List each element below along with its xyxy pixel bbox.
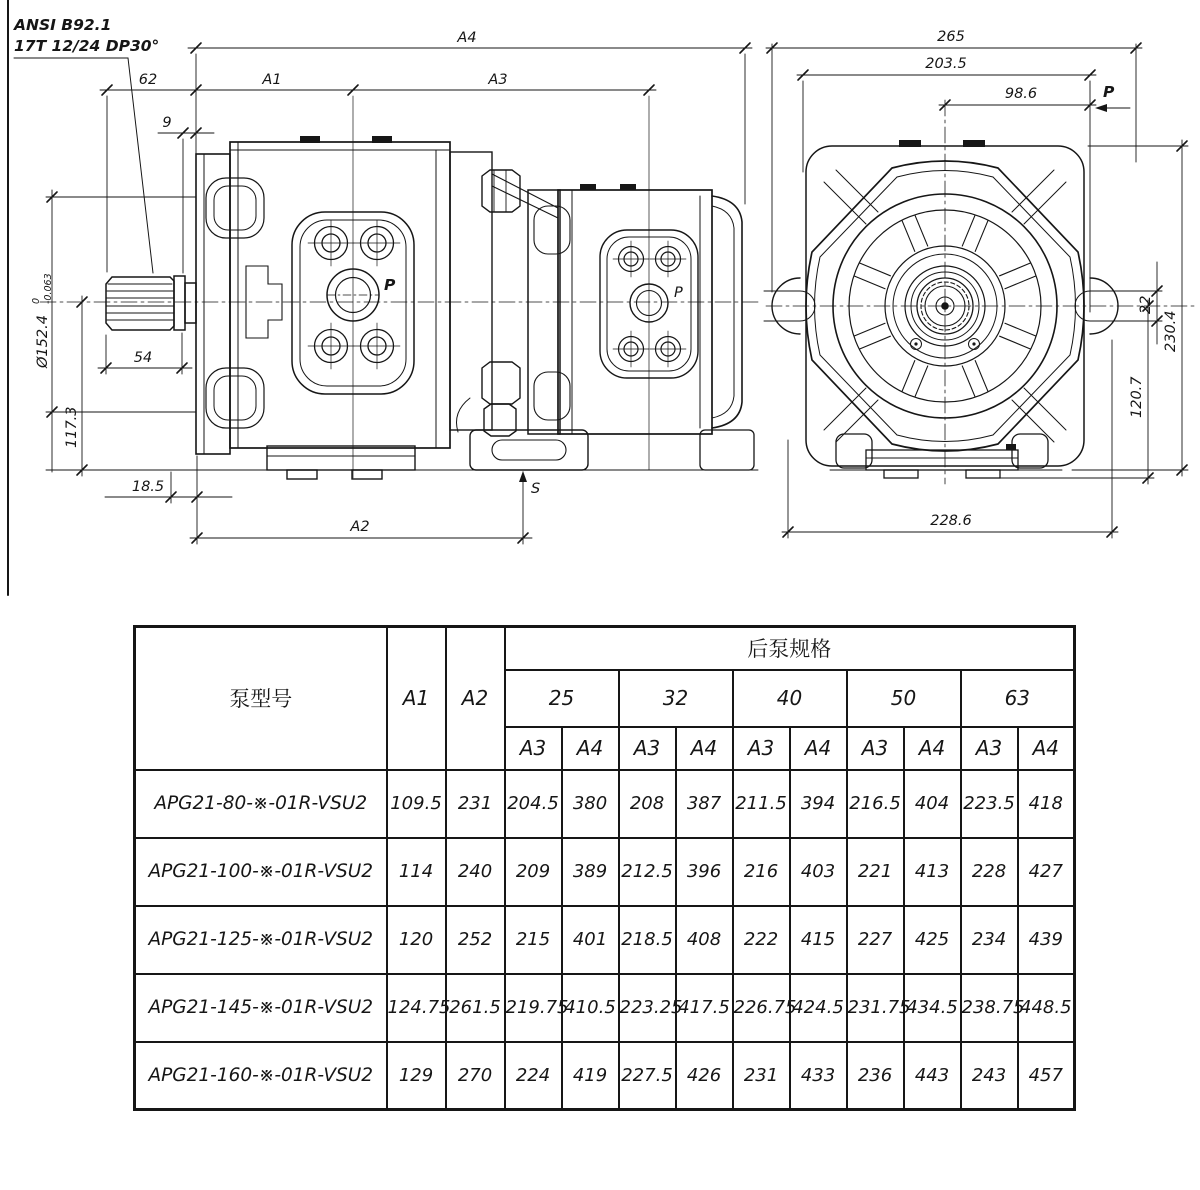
sub-header-a4: A4 bbox=[1018, 727, 1075, 770]
mounting-feet bbox=[46, 430, 758, 479]
value-cell: 223.25 bbox=[619, 974, 676, 1042]
value-cell: 129 bbox=[387, 1042, 446, 1110]
value-cell: 109.5 bbox=[387, 770, 446, 838]
value-cell: 413 bbox=[904, 838, 961, 906]
model-cell: APG21-125-※-01R-VSU2 bbox=[135, 906, 387, 974]
s-label: S bbox=[531, 481, 541, 497]
rear-port-p-label: P bbox=[674, 285, 683, 301]
dim-22-label bbox=[1138, 296, 1154, 314]
rear-port-bolt-holes bbox=[613, 241, 686, 367]
value-cell: 222 bbox=[733, 906, 790, 974]
mounting-flange bbox=[196, 154, 282, 454]
value-cell: 270 bbox=[446, 1042, 505, 1110]
sub-header-a3: A3 bbox=[961, 727, 1018, 770]
value-cell: 231 bbox=[446, 770, 505, 838]
value-cell: 427 bbox=[1018, 838, 1075, 906]
hex-plug bbox=[484, 404, 516, 436]
svg-text:0: 0 bbox=[31, 297, 42, 304]
model-column-header: 泵型号 bbox=[135, 627, 387, 770]
value-cell: 448.5 bbox=[1018, 974, 1075, 1042]
value-cell: 236 bbox=[847, 1042, 904, 1110]
front-port-p-label: P bbox=[384, 276, 396, 294]
rear-pump bbox=[528, 96, 754, 470]
value-cell: 124.75 bbox=[387, 974, 446, 1042]
sub-header-a3: A3 bbox=[505, 727, 562, 770]
value-cell: 387 bbox=[676, 770, 733, 838]
dim-98-6-label: 98.6 bbox=[1004, 86, 1038, 102]
spline-note bbox=[13, 16, 159, 273]
value-cell: 221 bbox=[847, 838, 904, 906]
value-cell: 396 bbox=[676, 838, 733, 906]
value-cell: 404 bbox=[904, 770, 961, 838]
value-cell: 226.75 bbox=[733, 974, 790, 1042]
value-cell: 419 bbox=[562, 1042, 619, 1110]
dim-a1-label: A1 bbox=[262, 72, 282, 88]
value-cell: 408 bbox=[676, 906, 733, 974]
dim-203-5-label: 203.5 bbox=[925, 56, 967, 72]
value-cell: 204.5 bbox=[505, 770, 562, 838]
table-row bbox=[135, 1042, 1075, 1110]
dim-a4-label: A4 bbox=[457, 30, 477, 46]
rear-pump-spec-header: 后泵规格 bbox=[505, 627, 1075, 670]
svg-text:230.4: 230.4 bbox=[1163, 310, 1179, 352]
value-cell: 208 bbox=[619, 770, 676, 838]
value-cell: 434.5 bbox=[904, 974, 961, 1042]
spline-note-line2: 17T 12/24 DP30° bbox=[14, 37, 160, 55]
hex-plug bbox=[482, 362, 520, 404]
value-cell: 394 bbox=[790, 770, 847, 838]
value-cell: 231.75 bbox=[847, 974, 904, 1042]
value-cell: 417.5 bbox=[676, 974, 733, 1042]
value-cell: 227 bbox=[847, 906, 904, 974]
value-cell: 114 bbox=[387, 838, 446, 906]
value-cell: 426 bbox=[676, 1042, 733, 1110]
value-cell: 216 bbox=[733, 838, 790, 906]
dim-228-6-label: 228.6 bbox=[930, 513, 972, 529]
sub-header-a4: A4 bbox=[562, 727, 619, 770]
value-cell: 457 bbox=[1018, 1042, 1075, 1110]
size-group-40: 40 bbox=[733, 670, 847, 727]
model-cell: APG21-80-※-01R-VSU2 bbox=[135, 770, 387, 838]
top-tab bbox=[963, 140, 985, 147]
svg-text:-0.063: -0.063 bbox=[43, 273, 54, 304]
dim-265-label: 265 bbox=[937, 29, 965, 45]
value-cell: 433 bbox=[790, 1042, 847, 1110]
dim-117-3-label bbox=[64, 406, 80, 448]
front-view-dimensions bbox=[766, 29, 1188, 538]
dim-230-4-label bbox=[1163, 310, 1179, 352]
svg-text:120.7: 120.7 bbox=[1129, 376, 1145, 418]
value-cell: 238.75 bbox=[961, 974, 1018, 1042]
dim-a3-label: A3 bbox=[488, 72, 508, 88]
value-cell: 243 bbox=[961, 1042, 1018, 1110]
value-cell: 410.5 bbox=[562, 974, 619, 1042]
dim-shaft-dia-label bbox=[31, 273, 54, 369]
value-cell: 425 bbox=[904, 906, 961, 974]
side-view bbox=[13, 16, 762, 544]
svg-text:Ø152.4: Ø152.4 bbox=[35, 315, 51, 368]
table-row bbox=[135, 974, 1075, 1042]
value-cell: 401 bbox=[562, 906, 619, 974]
model-cell: APG21-100-※-01R-VSU2 bbox=[135, 838, 387, 906]
port-direction-p-label: P bbox=[1103, 83, 1115, 101]
value-cell: 380 bbox=[562, 770, 619, 838]
value-cell: 218.5 bbox=[619, 906, 676, 974]
value-cell: 215 bbox=[505, 906, 562, 974]
front-pump-housing bbox=[230, 96, 450, 478]
dim-18-5-label: 18.5 bbox=[131, 479, 165, 495]
value-cell: 418 bbox=[1018, 770, 1075, 838]
table-row bbox=[135, 906, 1075, 974]
value-cell: 424.5 bbox=[790, 974, 847, 1042]
a2-column-header: A2 bbox=[446, 627, 505, 770]
sub-header-a3: A3 bbox=[619, 727, 676, 770]
size-group-25: 25 bbox=[505, 670, 619, 727]
svg-text:22: 22 bbox=[1138, 295, 1154, 314]
value-cell: 439 bbox=[1018, 906, 1075, 974]
value-cell: 228 bbox=[961, 838, 1018, 906]
rear-foot bbox=[700, 430, 754, 470]
value-cell: 224 bbox=[505, 1042, 562, 1110]
a1-column-header: A1 bbox=[387, 627, 446, 770]
front-port-bolt-holes bbox=[308, 220, 400, 369]
table-row bbox=[135, 838, 1075, 906]
value-cell: 415 bbox=[790, 906, 847, 974]
spec-table bbox=[133, 625, 1076, 1111]
value-cell: 389 bbox=[562, 838, 619, 906]
value-cell: 223.5 bbox=[961, 770, 1018, 838]
table-row bbox=[135, 770, 1075, 838]
model-cell: APG21-145-※-01R-VSU2 bbox=[135, 974, 387, 1042]
value-cell: 443 bbox=[904, 1042, 961, 1110]
sub-header-a4: A4 bbox=[676, 727, 733, 770]
size-group-63: 63 bbox=[961, 670, 1075, 727]
value-cell: 211.5 bbox=[733, 770, 790, 838]
splined-shaft bbox=[106, 276, 196, 330]
value-cell: 234 bbox=[961, 906, 1018, 974]
value-cell: 209 bbox=[505, 838, 562, 906]
value-cell: 240 bbox=[446, 838, 505, 906]
value-cell: 219.75 bbox=[505, 974, 562, 1042]
dim-54-label: 54 bbox=[133, 350, 153, 366]
value-cell: 231 bbox=[733, 1042, 790, 1110]
sub-header-a3: A3 bbox=[733, 727, 790, 770]
value-cell: 252 bbox=[446, 906, 505, 974]
value-cell: 212.5 bbox=[619, 838, 676, 906]
value-cell: 120 bbox=[387, 906, 446, 974]
size-group-50: 50 bbox=[847, 670, 961, 727]
dim-120-7-label bbox=[1129, 376, 1145, 418]
value-cell: 403 bbox=[790, 838, 847, 906]
front-view-foot bbox=[830, 434, 1062, 478]
value-cell: 216.5 bbox=[847, 770, 904, 838]
sub-header-a3: A3 bbox=[847, 727, 904, 770]
value-cell: 227.5 bbox=[619, 1042, 676, 1110]
dim-9-label: 9 bbox=[162, 115, 172, 131]
spline-note-line1: ANSI B92.1 bbox=[14, 16, 112, 34]
sub-header-a4: A4 bbox=[790, 727, 847, 770]
value-cell: 261.5 bbox=[446, 974, 505, 1042]
front-view bbox=[764, 29, 1196, 538]
sub-header-a4: A4 bbox=[904, 727, 961, 770]
adapter-section bbox=[450, 152, 558, 436]
svg-text:117.3: 117.3 bbox=[64, 406, 80, 448]
model-cell: APG21-160-※-01R-VSU2 bbox=[135, 1042, 387, 1110]
dim-a2-label: A2 bbox=[350, 519, 370, 535]
size-group-32: 32 bbox=[619, 670, 733, 727]
dim-62-label: 62 bbox=[138, 72, 158, 88]
top-tab bbox=[899, 140, 921, 147]
